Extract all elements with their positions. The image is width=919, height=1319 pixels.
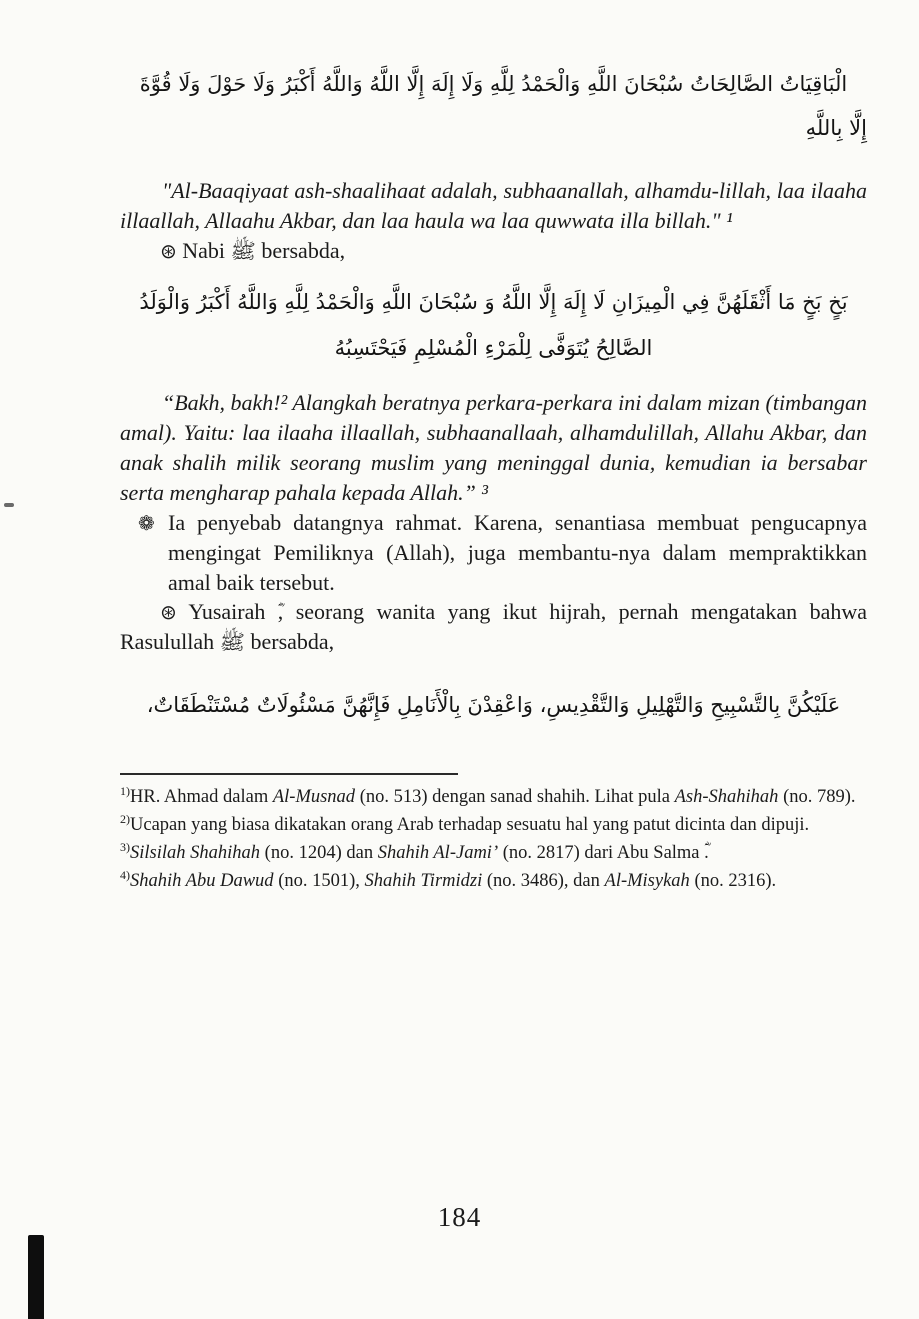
hadith-bakh-arabic	[120, 280, 867, 370]
footnote-text: Shahih Al-Jami’	[377, 842, 499, 863]
footnote-text: (no. 3486), dan	[482, 870, 605, 891]
footnote-text: (no. 1501),	[273, 870, 365, 891]
scan-artifact-speck	[4, 503, 14, 507]
footnote-divider	[120, 773, 458, 775]
translation-bakh: “Bakh, bakh!² Alangkah beratnya perkara-perkara ini dalam mizan (timbangan amal). Yaitu: laa ilaaha illaallah, subhaanallaah, alhamdulillah, Allahu Akbar, dan anak shalih milik seorang muslim yang meninggal dunia, kemudian ia bersabar serta mengharap pahala kepada Allah.” ³	[120, 390, 867, 505]
nabi-bersabda-line	[120, 236, 867, 266]
footnote-text: Al-Musnad	[272, 787, 356, 808]
footnote-item	[120, 813, 867, 838]
hadith-baqiyat-arabic	[120, 62, 867, 150]
yusairah-paragraph	[120, 597, 867, 657]
arabic-alaykunna-line: عَلَيْكُنَّ بِالتَّسْبِيحِ وَالتَّهْلِيلِ وَالتَّقْدِيسِ، وَاعْقِدْنَ بِالْأَنَامِلِ فَإِنَّهُنَّ مَسْئُولَاتٌ مُسْتَنْطَقَاتٌ،	[146, 693, 841, 718]
footnote-marker: 2)	[120, 811, 130, 826]
footnote-text: Shahih Abu Dawud	[130, 870, 274, 891]
footnote-text: Shahih Tirmidzi	[364, 870, 483, 891]
yusairah-text-continued: , seorang wanita yang ikut hijrah, pernah mengatakan bahwa Rasulullah	[120, 599, 868, 655]
ornament-icon: ⊛	[160, 600, 177, 625]
footnote-text: Al-Misykah	[604, 870, 690, 891]
nabi-text: Nabi	[182, 238, 226, 263]
footnote-marker: 1)	[120, 784, 130, 799]
saw-symbol-icon: ﷺ	[230, 239, 256, 263]
footnote-text: (no. 789).	[778, 787, 856, 808]
arabic-baqiyat-line1: الْبَاقِيَاتُ الصَّالِحَاتُ سُبْحَانَ اللَّهِ وَالْحَمْدُ لِلَّهِ وَلَا إِلَهَ إِلَّا اللَّهُ وَاللَّهُ أَكْبَرُ وَلَا حَوْلَ وَلَا قُوَّةَ	[139, 72, 848, 96]
flower-bullet-icon: ❁	[138, 510, 155, 535]
footnote-text: (no. 2817) dari Abu Salma ؓ.	[498, 842, 709, 863]
rahmat-point-text: Ia penyebab datangnya rahmat. Karena, senantiasa membuat pengucapnya mengingat Pemiliknya (Allah), juga membantu-nya dalam mempraktikkan amal baik tersebut.	[168, 509, 867, 595]
footnote-text: HR. Ahmad dalam	[130, 787, 273, 808]
footnote-item	[120, 869, 867, 894]
footnote-item	[120, 841, 867, 866]
footnote-text: (no. 2316).	[689, 870, 777, 891]
bersabda-text: bersabda,	[261, 238, 346, 263]
arabic-bakh-line1: بَخٍ بَخٍ مَا أَثْقَلَهُنَّ فِي الْمِيزَانِ لَا إِلَهَ إِلَّا اللَّهُ وَ سُبْحَانَ اللَّهِ وَالْحَمْدُ لِلَّهِ وَاللَّهُ أَكْبَرُ وَالْوَلَدُ	[139, 289, 848, 314]
footnote-marker: 4)	[120, 867, 130, 882]
footnote-text: Ash-Shahihah	[674, 787, 779, 808]
yusairah-text: Yusairah	[188, 599, 266, 625]
footnote-text: Silsilah Shahihah	[130, 842, 261, 863]
footnote-text: (no. 1204) dan	[260, 842, 378, 863]
footnote-text: Ucapan yang biasa dikatakan orang Arab terhadap sesuatu hal yang patut dicinta dan dipuji.	[130, 815, 810, 836]
footnote-marker: 3)	[120, 839, 130, 854]
scan-artifact-bar	[28, 1235, 44, 1319]
arabic-baqiyat-line2: إِلَّا بِاللَّهِ	[805, 116, 867, 141]
bersabda-text: bersabda,	[250, 629, 335, 655]
translation-baqiyat: "Al-Baaqiyaat ash-shaalihaat adalah, subhaanallah, alhamdu-lillah, laa ilaaha illaallah, Allaahu Akbar, dan laa haula wa laa quwwata illa billah." ¹	[120, 178, 867, 234]
page-number: 184	[437, 1202, 482, 1232]
saw-symbol-icon: ﷺ	[219, 630, 245, 655]
rahmat-point	[120, 508, 867, 598]
footnote-item	[120, 785, 867, 810]
ornament-icon: ⊛	[160, 239, 177, 263]
footnotes-section	[120, 785, 867, 893]
footnote-text: (no. 513) dengan sanad shahih. Lihat pula	[355, 787, 675, 808]
arabic-bakh-line2: الصَّالِحُ يُتَوَفَّى لِلْمَرْءِ الْمُسْلِمِ فَيَحْتَسِبُهُ	[334, 336, 653, 360]
